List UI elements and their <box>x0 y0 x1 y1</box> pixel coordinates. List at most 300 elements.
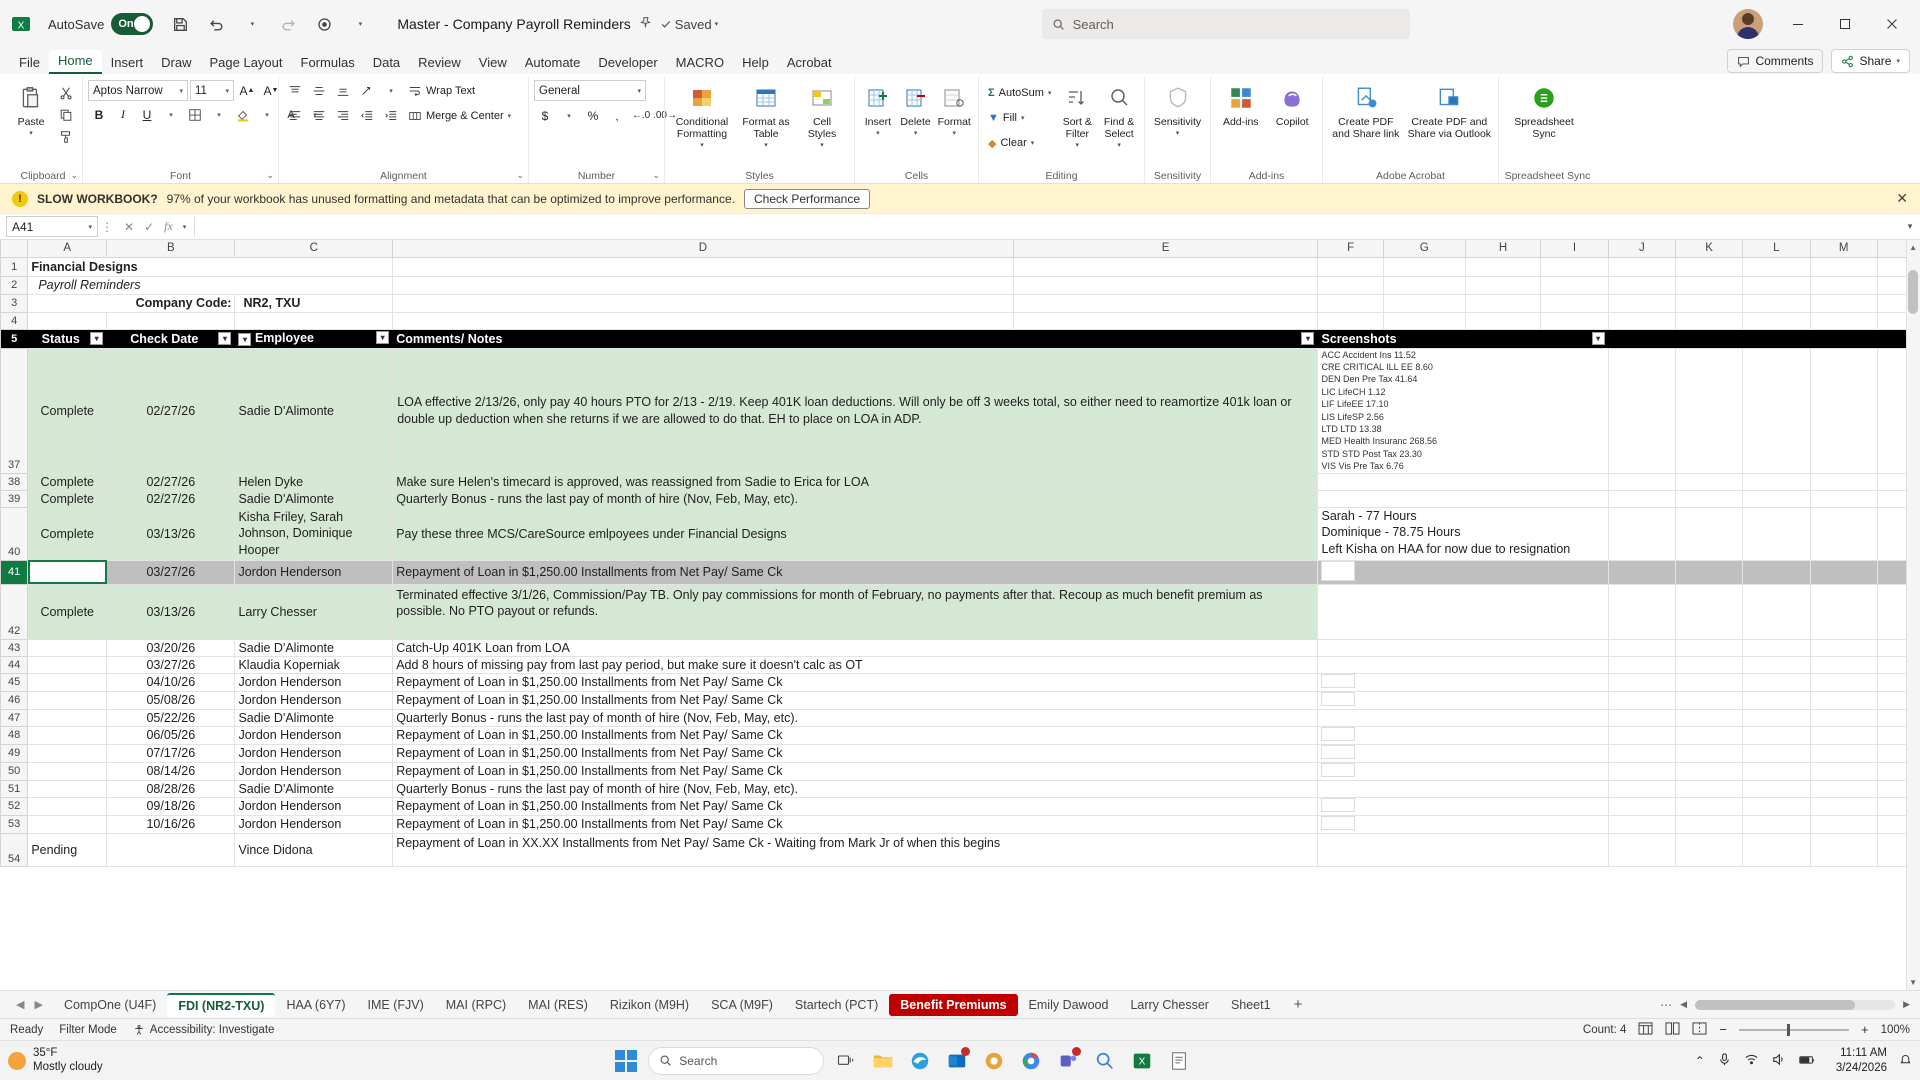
cell-j54[interactable] <box>1608 833 1675 866</box>
comma-style-icon[interactable]: , <box>615 108 619 123</box>
font-dialog-launcher[interactable]: ⌄ <box>266 170 274 180</box>
row-header-2[interactable]: 2 <box>1 276 28 294</box>
cell-j1[interactable] <box>1608 257 1675 276</box>
notepad-icon[interactable] <box>1164 1046 1194 1076</box>
cell-m51[interactable] <box>1810 780 1877 797</box>
copilot-button[interactable] <box>1268 78 1318 128</box>
screenshot-thumbnail-icon[interactable] <box>1321 561 1355 581</box>
screenshot-thumbnail-icon[interactable] <box>1321 745 1355 759</box>
scroll-down-icon[interactable]: ▼ <box>1909 978 1917 987</box>
cell-screenshot[interactable] <box>1318 833 1608 866</box>
align-left-icon[interactable] <box>284 106 306 127</box>
cell-notes[interactable]: Repayment of Loan in $1,250.00 Installments from Net Pay/ Same Ck <box>393 726 1318 744</box>
cell-l38[interactable] <box>1743 473 1810 490</box>
cell-check-date[interactable]: 05/22/26 <box>107 709 235 726</box>
header-blank-l[interactable] <box>1743 329 1810 348</box>
excel-taskbar-icon[interactable] <box>1127 1046 1157 1076</box>
cell-j44[interactable] <box>1608 656 1675 673</box>
cell-d3[interactable] <box>393 294 1013 312</box>
cell-k42[interactable] <box>1675 584 1742 639</box>
close-button[interactable] <box>1869 8 1914 40</box>
weather-widget[interactable] <box>8 1047 111 1075</box>
cell-notes[interactable]: Repayment of Loan in XX.XX Installments from Net Pay/ Same Ck - Waiting from Mark Jr of when this begins <box>393 833 1318 866</box>
row-header-43[interactable]: 43 <box>1 639 28 656</box>
cell-notes[interactable]: Catch-Up 401K Loan from LOA <box>393 639 1318 656</box>
cell-employee[interactable]: Jordon Henderson <box>235 815 393 833</box>
sort-filter-button[interactable]: Sort & Filter ▾ <box>1057 78 1097 150</box>
cell-k48[interactable] <box>1675 726 1742 744</box>
cell-check-date[interactable]: 06/05/26 <box>107 726 235 744</box>
cell-e1[interactable] <box>1013 257 1318 276</box>
cell-check-date[interactable]: 03/13/26 <box>107 584 235 639</box>
cell-k4[interactable] <box>1675 312 1742 329</box>
check-performance-button[interactable]: Check Performance <box>744 189 870 209</box>
row-header-54[interactable]: 54 <box>1 833 28 866</box>
screenshot-thumbnail-icon[interactable] <box>1321 763 1355 777</box>
row-header-51[interactable]: 51 <box>1 780 28 797</box>
create-pdf-share-outlook-button[interactable] <box>1406 78 1493 140</box>
cell-m52[interactable] <box>1810 797 1877 815</box>
spreadsheet-grid[interactable] <box>0 240 1920 990</box>
cell-m50[interactable] <box>1810 762 1877 780</box>
zoom-level[interactable]: 100% <box>1880 1023 1910 1036</box>
next-sheet-icon[interactable]: ▶ <box>34 999 43 1011</box>
cell-j46[interactable] <box>1608 691 1675 709</box>
cell-notes[interactable]: Repayment of Loan in $1,250.00 Installments from Net Pay/ Same Ck <box>393 762 1318 780</box>
table-row[interactable] <box>1 815 1920 833</box>
cell-j39[interactable] <box>1608 490 1675 507</box>
cell-j43[interactable] <box>1608 639 1675 656</box>
sheet-tab-fdi[interactable]: FDI (NR2-TXU) <box>167 993 275 1017</box>
table-row[interactable] <box>1 584 1920 639</box>
saved-status[interactable]: Saved ▾ <box>660 17 718 32</box>
font-name-input[interactable]: Aptos Narrow ▾ <box>88 80 188 101</box>
cell-employee[interactable]: Sadie D'Alimonte <box>235 490 393 507</box>
cell-check-date[interactable]: 09/18/26 <box>107 797 235 815</box>
cell-check-date[interactable]: 02/27/26 <box>107 490 235 507</box>
table-row[interactable] <box>1 744 1920 762</box>
comments-button[interactable] <box>1727 49 1823 73</box>
normal-view-icon[interactable] <box>1638 1022 1653 1038</box>
cell-j47[interactable] <box>1608 709 1675 726</box>
increase-decimal-icon[interactable]: ←.0 <box>631 110 651 121</box>
cell-notes[interactable]: Terminated effective 3/1/26, Commission/Pay TB. Only pay commissions for month of February, no payments after that. Recoup as much benefit premium as possible. No PTO payout or refunds. <box>393 584 1318 639</box>
middle-align-icon[interactable] <box>308 81 330 102</box>
cell-l3[interactable] <box>1743 294 1810 312</box>
cell-l44[interactable] <box>1743 656 1810 673</box>
formula-input[interactable] <box>194 216 1900 237</box>
sheet-tab-ime[interactable]: IME (FJV) <box>367 997 424 1012</box>
row-header-46[interactable]: 46 <box>1 691 28 709</box>
increase-indent-icon[interactable] <box>380 106 402 127</box>
filter-button-comments[interactable]: ▾ <box>1301 332 1314 345</box>
ribbon-tab-developer[interactable]: Developer <box>598 55 658 70</box>
cell-check-date[interactable]: 03/27/26 <box>107 560 235 584</box>
accounting-format-icon[interactable]: $ <box>541 108 549 123</box>
cell-employee[interactable]: Jordon Henderson <box>235 560 393 584</box>
add-ins-button[interactable] <box>1216 78 1266 128</box>
cell-l48[interactable] <box>1743 726 1810 744</box>
cell-check-date[interactable]: 02/27/26 <box>107 473 235 490</box>
table-row[interactable] <box>1 762 1920 780</box>
cell-j41[interactable] <box>1608 560 1675 584</box>
cell-status[interactable] <box>28 656 107 673</box>
font-size-input[interactable]: 11 ▾ <box>190 80 234 101</box>
cell-m54[interactable] <box>1810 833 1877 866</box>
battery-icon[interactable] <box>1798 1052 1816 1070</box>
cell-screenshot[interactable] <box>1318 560 1608 584</box>
cell-j51[interactable] <box>1608 780 1675 797</box>
cell-notes[interactable]: Repayment of Loan in $1,250.00 Installments from Net Pay/ Same Ck <box>393 691 1318 709</box>
cell-employee[interactable]: Jordon Henderson <box>235 673 393 691</box>
cell-employee[interactable]: Jordon Henderson <box>235 744 393 762</box>
table-row[interactable] <box>1 709 1920 726</box>
horizontal-scroll-thumb[interactable] <box>1695 1000 1855 1010</box>
row-header-47[interactable]: 47 <box>1 709 28 726</box>
cell-j3[interactable] <box>1608 294 1675 312</box>
sheet-tab-mai-res[interactable]: MAI (RES) <box>528 997 588 1012</box>
cell-c3-company-code-value[interactable]: NR2, TXU <box>235 294 393 312</box>
add-sheet-button[interactable]: + <box>1293 996 1303 1013</box>
cancel-entry-icon[interactable]: ✕ <box>124 219 135 234</box>
expand-formula-bar-icon[interactable]: ▾ <box>1907 221 1913 231</box>
table-row[interactable] <box>1 673 1920 691</box>
cell-m43[interactable] <box>1810 639 1877 656</box>
cell-k52[interactable] <box>1675 797 1742 815</box>
cell-check-date[interactable]: 10/16/26 <box>107 815 235 833</box>
row-header-37[interactable]: 37 <box>1 348 28 473</box>
cell-check-date[interactable]: 08/14/26 <box>107 762 235 780</box>
cell-d1[interactable] <box>393 257 1013 276</box>
cell-status[interactable] <box>28 673 107 691</box>
cell-m47[interactable] <box>1810 709 1877 726</box>
cell-m3[interactable] <box>1810 294 1877 312</box>
cell-status-selected[interactable] <box>28 560 107 584</box>
header-screenshots[interactable] <box>1318 329 1608 348</box>
hscroll-left-icon[interactable]: ◀ <box>1680 999 1688 1009</box>
sheet-tab-haa[interactable]: HAA (6Y7) <box>286 997 346 1012</box>
ribbon-tab-insert[interactable]: Insert <box>110 55 144 70</box>
pin-icon[interactable] <box>639 16 652 32</box>
start-button[interactable] <box>611 1046 641 1076</box>
ribbon-tab-draw[interactable]: Draw <box>161 55 192 70</box>
sheet-nav-arrows[interactable] <box>6 998 53 1011</box>
file-explorer-icon[interactable] <box>868 1046 898 1076</box>
search-input[interactable] <box>1042 9 1410 39</box>
number-dialog-launcher[interactable]: ⌄ <box>652 170 660 180</box>
bold-button[interactable]: B <box>94 107 104 122</box>
ribbon-tab-page-layout[interactable]: Page Layout <box>209 55 283 70</box>
cell-b3-company-code-label[interactable]: Company Code: <box>28 294 235 312</box>
cell-h3[interactable] <box>1465 294 1541 312</box>
cell-m49[interactable] <box>1810 744 1877 762</box>
column-header-d[interactable]: D <box>393 240 1013 257</box>
cell-screenshot[interactable] <box>1318 744 1608 762</box>
cell-c4[interactable] <box>235 312 393 329</box>
table-row[interactable] <box>1 833 1920 866</box>
ribbon-tab-file[interactable]: File <box>19 55 40 70</box>
cell-a4[interactable] <box>28 312 107 329</box>
format-painter-icon[interactable] <box>55 126 77 147</box>
insert-function-icon[interactable]: fx <box>164 219 173 233</box>
cell-j37[interactable] <box>1608 348 1675 473</box>
cell-screenshot[interactable] <box>1318 507 1608 560</box>
clock[interactable] <box>1828 1046 1887 1075</box>
ribbon-tab-review[interactable]: Review <box>418 55 461 70</box>
undo-dropdown-icon[interactable]: ▾ <box>250 21 255 28</box>
cell-screenshot[interactable] <box>1318 584 1608 639</box>
cell-screenshot[interactable] <box>1318 726 1608 744</box>
cell-l2[interactable] <box>1743 276 1810 294</box>
touch-mode-icon[interactable] <box>309 9 339 39</box>
cell-check-date[interactable]: 02/27/26 <box>107 348 235 473</box>
cell-l37[interactable] <box>1743 348 1810 473</box>
fill-color-dropdown-icon[interactable]: ▾ <box>265 111 269 119</box>
borders-icon[interactable] <box>184 104 206 125</box>
row-header-38[interactable]: 38 <box>1 473 28 490</box>
cell-k44[interactable] <box>1675 656 1742 673</box>
cell-check-date[interactable]: 05/08/26 <box>107 691 235 709</box>
clipboard-dialog-launcher[interactable]: ⌄ <box>70 170 78 180</box>
bottom-align-icon[interactable] <box>332 81 354 102</box>
cell-status[interactable]: Complete <box>28 584 107 639</box>
column-header-g[interactable]: G <box>1383 240 1465 257</box>
cell-employee[interactable]: Jordon Henderson <box>235 797 393 815</box>
horizontal-scrollbar[interactable] <box>1695 1000 1895 1010</box>
cell-k38[interactable] <box>1675 473 1742 490</box>
column-header-c[interactable]: C <box>235 240 393 257</box>
page-break-view-icon[interactable] <box>1692 1022 1707 1038</box>
cell-j42[interactable] <box>1608 584 1675 639</box>
table-row[interactable] <box>1 348 1920 473</box>
cell-k47[interactable] <box>1675 709 1742 726</box>
table-row[interactable] <box>1 490 1920 507</box>
filter-button-employee[interactable]: ▾ <box>376 331 389 344</box>
sheet-tab-larry-chesser[interactable]: Larry Chesser <box>1130 997 1209 1012</box>
cell-g1[interactable] <box>1383 257 1465 276</box>
cell-employee[interactable]: Sadie D'Alimonte <box>235 639 393 656</box>
cell-m41[interactable] <box>1810 560 1877 584</box>
cell-notes[interactable]: Repayment of Loan in $1,250.00 Installments from Net Pay/ Same Ck <box>393 815 1318 833</box>
ribbon-tab-acrobat[interactable]: Acrobat <box>786 55 832 70</box>
cell-notes[interactable]: Quarterly Bonus - runs the last pay of month of hire (Nov, Feb, May, etc). <box>393 490 1318 507</box>
teams-icon[interactable] <box>1053 1046 1083 1076</box>
zoom-out-button[interactable]: − <box>1719 1022 1727 1037</box>
cell-j52[interactable] <box>1608 797 1675 815</box>
cell-k41[interactable] <box>1675 560 1742 584</box>
ribbon-tab-view[interactable]: View <box>478 55 507 70</box>
column-header-k[interactable]: K <box>1675 240 1742 257</box>
top-align-icon[interactable] <box>284 81 306 102</box>
cell-notes[interactable]: Repayment of Loan in $1,250.00 Installments from Net Pay/ Same Ck <box>393 673 1318 691</box>
cell-status[interactable]: Pending <box>28 833 107 866</box>
filter-button-check-date[interactable]: ▾ <box>218 332 231 345</box>
alignment-dialog-launcher[interactable]: ⌄ <box>516 170 524 180</box>
cell-l43[interactable] <box>1743 639 1810 656</box>
cell-l46[interactable] <box>1743 691 1810 709</box>
conditional-formatting-button[interactable]: Conditional Formatting ▾ <box>670 78 734 150</box>
cell-check-date[interactable]: 03/20/26 <box>107 639 235 656</box>
cell-m39[interactable] <box>1810 490 1877 507</box>
table-row[interactable] <box>1 639 1920 656</box>
table-row[interactable] <box>1 726 1920 744</box>
cell-l52[interactable] <box>1743 797 1810 815</box>
restore-button[interactable] <box>1822 8 1867 40</box>
orientation-dropdown-icon[interactable]: ▾ <box>389 88 393 95</box>
cell-e3[interactable] <box>1013 294 1318 312</box>
ribbon-tab-data[interactable]: Data <box>372 55 401 70</box>
cell-notes[interactable]: Repayment of Loan in $1,250.00 Installments from Net Pay/ Same Ck <box>393 560 1318 584</box>
cell-employee[interactable]: Klaudia Koperniak <box>235 656 393 673</box>
autosave-toggle[interactable] <box>111 13 153 35</box>
cell-i3[interactable] <box>1541 294 1608 312</box>
cell-check-date[interactable]: 03/27/26 <box>107 656 235 673</box>
zoom-in-button[interactable]: + <box>1860 1022 1869 1037</box>
header-blank-j[interactable] <box>1608 329 1675 348</box>
cell-m4[interactable] <box>1810 312 1877 329</box>
cell-screenshot[interactable] <box>1318 691 1608 709</box>
accounting-dropdown-icon[interactable]: ▾ <box>567 112 571 120</box>
table-row[interactable] <box>1 656 1920 673</box>
sheet-tab-rizikon[interactable]: Rizikon (M9H) <box>609 997 690 1012</box>
cell-status[interactable] <box>28 797 107 815</box>
cell-check-date[interactable]: 08/28/26 <box>107 780 235 797</box>
format-as-table-button[interactable]: Format as Table ▾ <box>736 78 796 150</box>
cell-h1[interactable] <box>1465 257 1541 276</box>
paste-button[interactable]: Paste ▾ <box>9 78 53 138</box>
number-format-select[interactable]: General ▾ <box>534 80 646 101</box>
fill-color-icon[interactable] <box>232 104 254 125</box>
cell-k3[interactable] <box>1675 294 1742 312</box>
cell-m42[interactable] <box>1810 584 1877 639</box>
cell-status[interactable] <box>28 639 107 656</box>
cell-notes[interactable]: Repayment of Loan in $1,250.00 Installments from Net Pay/ Same Ck <box>393 744 1318 762</box>
outlook-icon[interactable] <box>942 1046 972 1076</box>
cell-status[interactable] <box>28 762 107 780</box>
cell-h4[interactable] <box>1465 312 1541 329</box>
cell-notes[interactable]: Quarterly Bonus - runs the last pay of month of hire (Nov, Feb, May, etc). <box>393 709 1318 726</box>
header-check-date[interactable] <box>107 329 235 348</box>
cell-m53[interactable] <box>1810 815 1877 833</box>
cell-notes[interactable]: Repayment of Loan in $1,250.00 Installments from Net Pay/ Same Ck <box>393 797 1318 815</box>
cell-employee[interactable]: Sadie D'Alimonte <box>235 780 393 797</box>
header-blank-k[interactable] <box>1675 329 1742 348</box>
cell-l49[interactable] <box>1743 744 1810 762</box>
increase-font-size-icon[interactable]: A ▲ <box>239 83 255 98</box>
cell-j2[interactable] <box>1608 276 1675 294</box>
cell-k50[interactable] <box>1675 762 1742 780</box>
autosum-button[interactable]: Σ AutoSum ▾ <box>988 87 1052 99</box>
row-header-3[interactable]: 3 <box>1 294 28 312</box>
enter-entry-icon[interactable]: ✓ <box>144 219 155 234</box>
cell-k1[interactable] <box>1675 257 1742 276</box>
ribbon-tab-formulas[interactable]: Formulas <box>300 55 355 70</box>
cut-icon[interactable] <box>55 82 77 103</box>
screenshot-thumbnail-icon[interactable] <box>1321 674 1355 688</box>
font-color-dropdown-icon[interactable]: ▾ <box>313 111 317 119</box>
table-row[interactable] <box>1 780 1920 797</box>
chrome-alt-icon[interactable] <box>979 1046 1009 1076</box>
decrease-decimal-icon[interactable]: .00→ <box>653 110 677 121</box>
taskbar-search[interactable] <box>648 1047 824 1075</box>
autosave-control[interactable] <box>42 13 159 35</box>
cell-l4[interactable] <box>1743 312 1810 329</box>
cell-employee[interactable]: Kisha Friley, Sarah Johnson, Dominique Hooper <box>235 507 393 560</box>
row-header-40[interactable]: 40 <box>1 507 28 560</box>
orientation-icon[interactable] <box>356 81 378 102</box>
cell-k53[interactable] <box>1675 815 1742 833</box>
cell-screenshot[interactable] <box>1318 473 1608 490</box>
cell-check-date[interactable]: 03/13/26 <box>107 507 235 560</box>
sheet-tab-startech[interactable]: Startech (PCT) <box>794 997 879 1012</box>
cell-screenshot[interactable] <box>1318 673 1608 691</box>
cell-k46[interactable] <box>1675 691 1742 709</box>
sheet-tab-sheet1[interactable]: Sheet1 <box>1230 997 1271 1012</box>
cell-k45[interactable] <box>1675 673 1742 691</box>
cell-screenshot[interactable] <box>1318 348 1608 473</box>
cell-j48[interactable] <box>1608 726 1675 744</box>
cell-a1-title[interactable]: Financial Designs <box>28 257 393 276</box>
cell-f3[interactable] <box>1318 294 1383 312</box>
tray-expand-icon[interactable]: ⌃ <box>1694 1053 1705 1068</box>
cell-l53[interactable] <box>1743 815 1810 833</box>
cell-screenshot[interactable] <box>1318 656 1608 673</box>
cell-status[interactable] <box>28 726 107 744</box>
cell-check-date[interactable] <box>107 833 235 866</box>
hscroll-right-icon[interactable]: ▶ <box>1903 999 1910 1009</box>
ribbon-tab-automate[interactable]: Automate <box>524 55 581 70</box>
cell-m38[interactable] <box>1810 473 1877 490</box>
column-header-m[interactable]: M <box>1810 240 1877 257</box>
row-header-41[interactable]: 41 <box>1 560 28 584</box>
column-header-l[interactable]: L <box>1743 240 1810 257</box>
column-header-e[interactable]: E <box>1013 240 1318 257</box>
cell-m40[interactable] <box>1810 507 1877 560</box>
cell-l54[interactable] <box>1743 833 1810 866</box>
cell-screenshot[interactable] <box>1318 815 1608 833</box>
row-header-5[interactable]: 5 <box>1 329 28 348</box>
cell-status[interactable] <box>28 815 107 833</box>
magnifier-app-icon[interactable] <box>1090 1046 1120 1076</box>
cell-screenshot[interactable] <box>1318 639 1608 656</box>
row-header-39[interactable]: 39 <box>1 490 28 507</box>
cell-k51[interactable] <box>1675 780 1742 797</box>
header-employee[interactable] <box>235 329 393 348</box>
cell-k49[interactable] <box>1675 744 1742 762</box>
cell-e4[interactable] <box>1013 312 1318 329</box>
row-header-49[interactable]: 49 <box>1 744 28 762</box>
undo-icon[interactable] <box>201 9 231 39</box>
cell-notes[interactable]: Add 8 hours of missing pay from last pay period, but make sure it doesn't calc as OT <box>393 656 1318 673</box>
cell-l39[interactable] <box>1743 490 1810 507</box>
name-box[interactable]: A41 ▾ <box>6 216 98 237</box>
row-header-4[interactable]: 4 <box>1 312 28 329</box>
align-right-icon[interactable] <box>332 106 354 127</box>
spreadsheet-sync-button[interactable] <box>1504 78 1584 140</box>
column-header-f[interactable]: F <box>1318 240 1383 257</box>
borders-dropdown-icon[interactable]: ▾ <box>217 111 221 119</box>
underline-dropdown-icon[interactable]: ▾ <box>169 111 173 119</box>
cell-j40[interactable] <box>1608 507 1675 560</box>
cell-j53[interactable] <box>1608 815 1675 833</box>
cell-check-date[interactable]: 04/10/26 <box>107 673 235 691</box>
cell-j50[interactable] <box>1608 762 1675 780</box>
underline-button[interactable]: U <box>142 107 152 122</box>
redo-icon[interactable] <box>273 9 303 39</box>
format-cells-button[interactable]: Format ▾ <box>935 78 973 138</box>
cell-g2[interactable] <box>1383 276 1465 294</box>
cell-employee[interactable]: Sadie D'Alimonte <box>235 348 393 473</box>
